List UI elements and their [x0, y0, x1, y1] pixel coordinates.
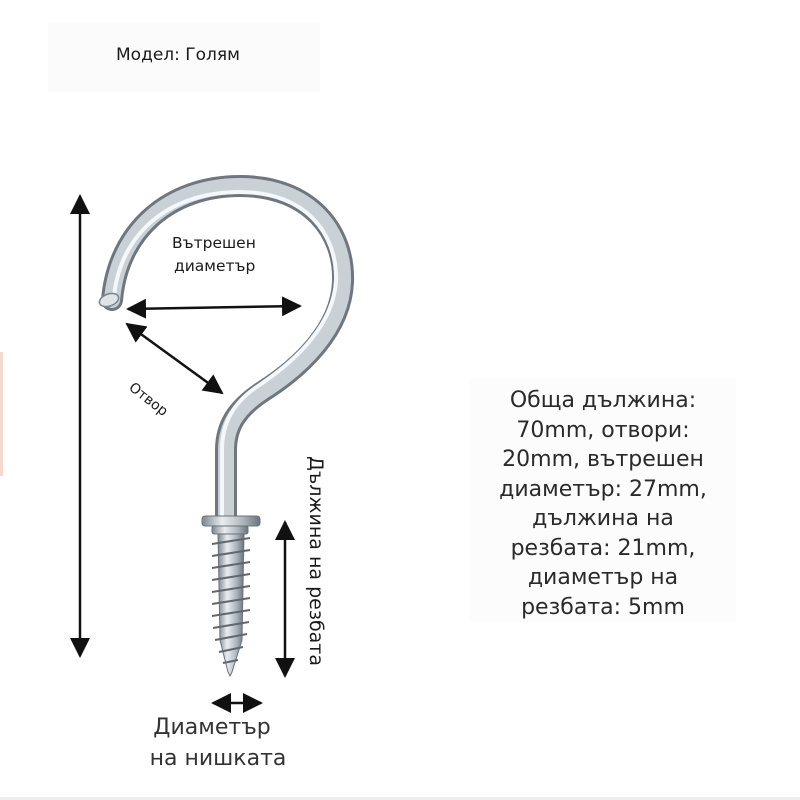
- opening-label: Отвор: [125, 379, 171, 420]
- thread-length-label: Дължина на резбата: [305, 456, 327, 667]
- inner-diameter-label-line2: диаметър: [174, 257, 256, 275]
- spec-line: 70mm, отвори:: [516, 417, 690, 443]
- spec-line: дължина на: [532, 506, 674, 531]
- model-label: Модел: Голям: [116, 45, 240, 65]
- spec-line: Обща дължина:: [509, 388, 697, 413]
- spec-line: диаметър на: [527, 565, 679, 590]
- thread-diameter-label-line1: Диаметър: [153, 715, 271, 740]
- inner-diameter-arrow-icon: [128, 306, 300, 309]
- inner-diameter-label-line1: Вътрешен: [172, 234, 256, 252]
- spec-line: резбата: 21mm,: [510, 535, 696, 561]
- opening-arrow-icon: [127, 324, 222, 393]
- spec-line: 20mm, вътрешен: [502, 447, 704, 472]
- spec-line: диаметър: 27mm,: [499, 476, 707, 502]
- spec-line: резбата: 5mm: [521, 594, 685, 620]
- spec-text-block: [478, 386, 728, 622]
- thread-diameter-label-line2: на нишката: [149, 746, 287, 771]
